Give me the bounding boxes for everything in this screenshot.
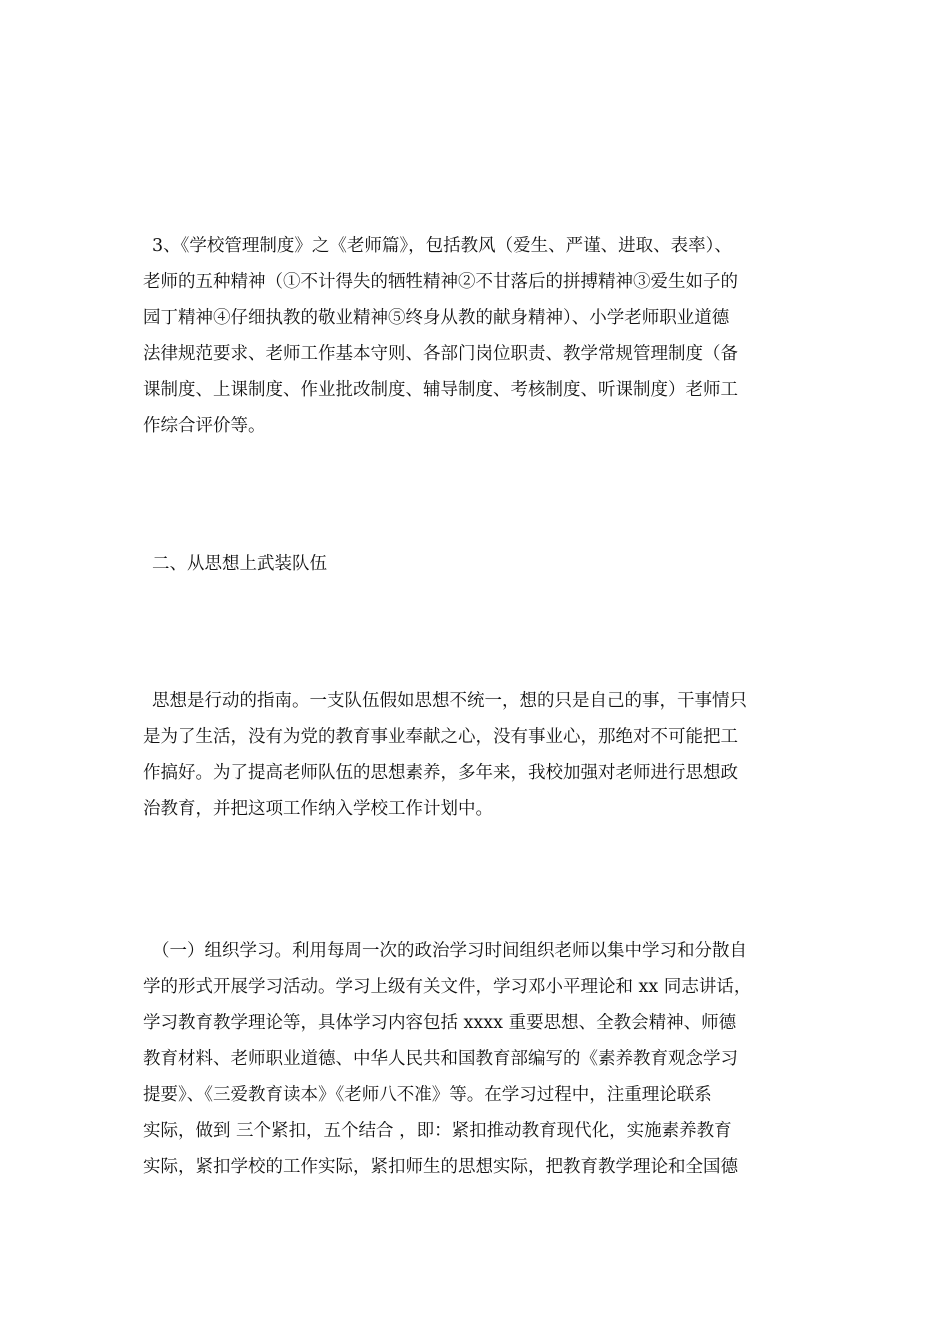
text-line: 老师的五种精神（①不计得失的牺牲精神②不甘落后的拼搏精神③爱生如子的 xyxy=(143,272,738,292)
section-heading xyxy=(143,546,807,582)
text-line: 课制度、上课制度、作业批改制度、辅导制度、考核制度、听课制度）老师工 xyxy=(143,380,738,400)
paragraph-thought xyxy=(143,683,807,827)
text-line: 治教育，并把这项工作纳入学校工作计划中。 xyxy=(143,799,493,819)
text-line: 法律规范要求、老师工作基本守则、各部门岗位职责、教学常规管理制度（备 xyxy=(143,344,738,364)
text-line: 教育材料、老师职业道德、中华人民共和国教育部编写的《素养教育观念学习 xyxy=(143,1049,738,1069)
text-line: 作综合评价等。 xyxy=(143,416,266,436)
text-line: 3、《学校管理制度》之《老师篇》，包括教风（爱生、严谨、进取、表率）、 xyxy=(152,236,732,256)
text-line: （一）组织学习。利用每周一次的政治学习时间组织老师以集中学习和分散自 xyxy=(152,941,747,961)
text-line: 园丁精神④仔细执教的敬业精神⑤终身从教的献身精神）、小学老师职业道德 xyxy=(143,308,730,328)
paragraph-school-rules xyxy=(143,228,807,444)
text-line: 作搞好。为了提高老师队伍的思想素养，多年来，我校加强对老师进行思想政 xyxy=(143,763,738,783)
text-line: 是为了生活，没有为党的教育事业奉献之心，没有事业心，那绝对不可能把工 xyxy=(143,727,738,747)
paragraph-study xyxy=(143,933,807,1185)
text-line: 思想是行动的指南。一支队伍假如思想不统一，想的只是自己的事，干事情只 xyxy=(152,691,747,711)
text-line: 学的形式开展学习活动。学习上级有关文件，学习邓小平理论和 xx 同志讲话， xyxy=(143,977,752,997)
text-line: 提要》、《三爱教育读本》《老师八不准》等。在学习过程中，注重理论联系 xyxy=(143,1085,712,1105)
text-line: 实际，紧扣学校的工作实际，紧扣师生的思想实际，把教育教学理论和全国德 xyxy=(143,1157,738,1177)
text-line: 学习教育教学理论等，具体学习内容包括 xxxx 重要思想、全教会精神、师德 xyxy=(143,1013,737,1033)
text-line: 实际，做到 三个紧扣，五个结合 ，即：紧扣推动教育现代化，实施素养教育 xyxy=(143,1121,732,1141)
heading-text: 二、从思想上武装队伍 xyxy=(152,554,327,574)
